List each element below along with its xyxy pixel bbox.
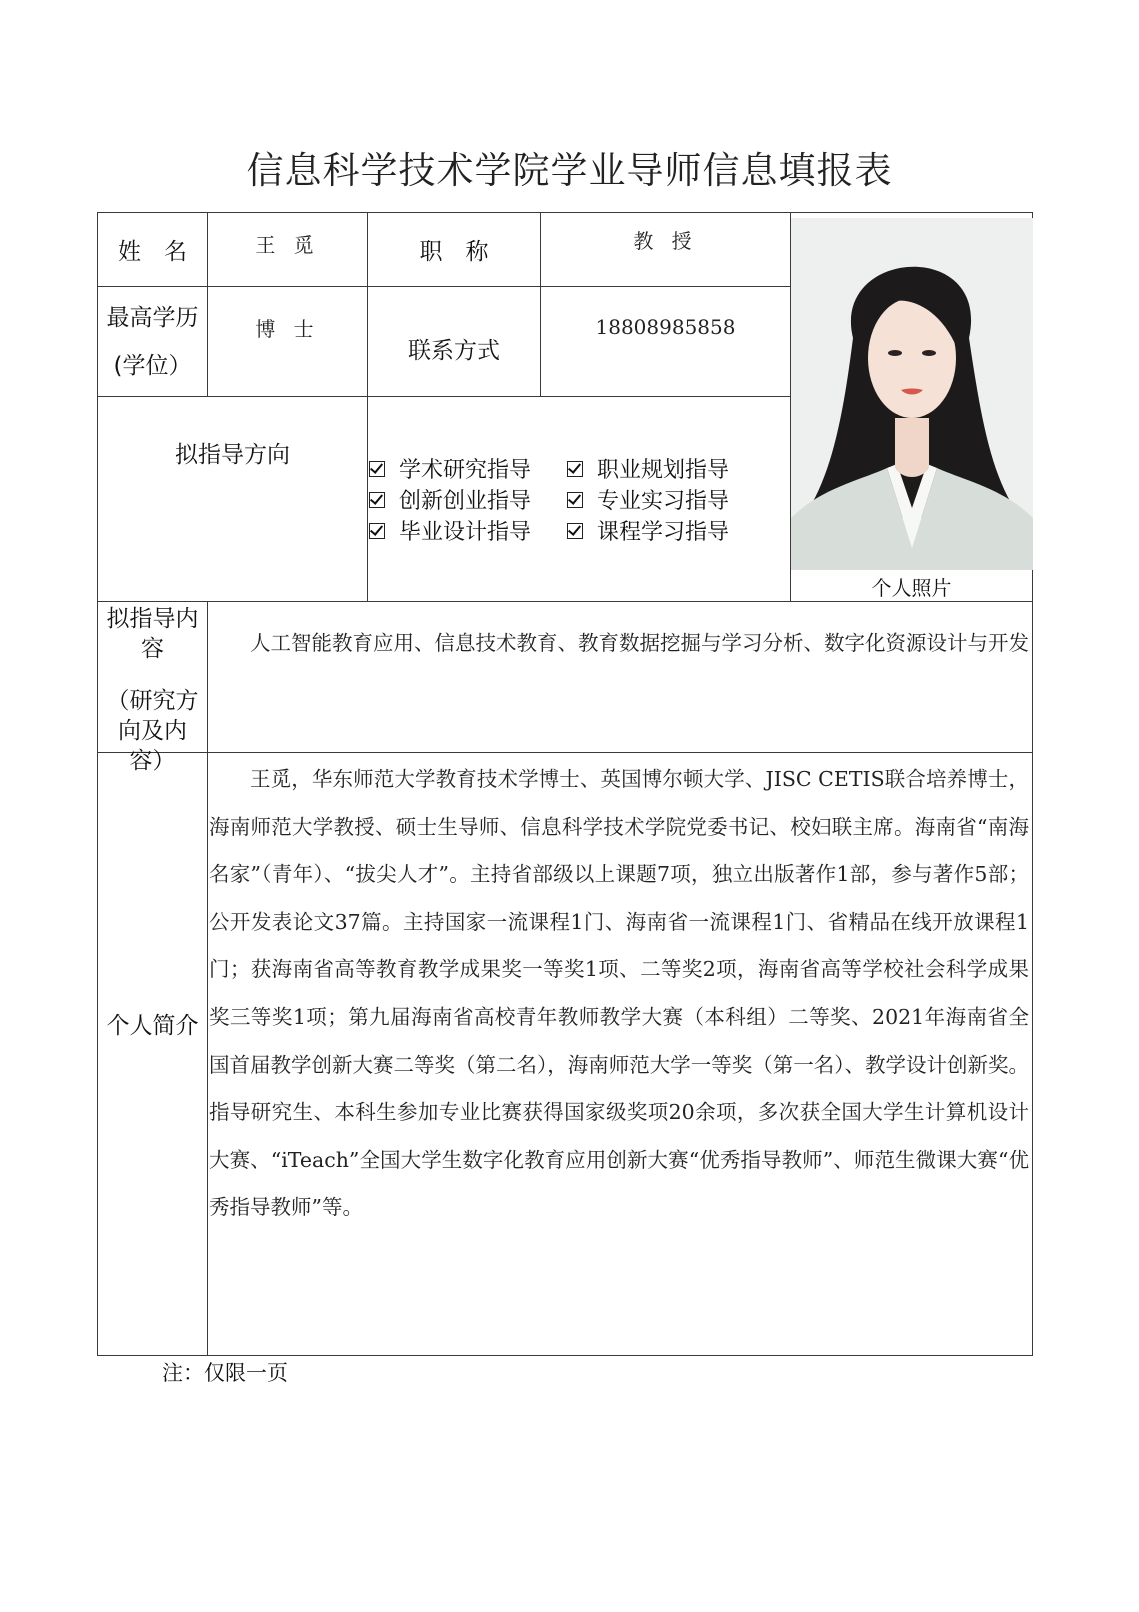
direction-item[interactable]: 毕业设计指导 <box>369 515 567 546</box>
direction-item[interactable]: 学术研究指导 <box>369 453 567 484</box>
name-label: 姓 名 <box>118 239 187 265</box>
name-value: 王 觅 <box>255 232 320 257</box>
checkbox-checked-icon[interactable] <box>567 461 583 477</box>
photo-caption: 个人照片 <box>871 575 952 600</box>
direction-item[interactable]: 创新创业指导 <box>369 484 567 515</box>
checkbox-checked-icon[interactable] <box>369 461 385 477</box>
form-title: 信息科学技术学院学业导师信息填报表 <box>246 149 893 192</box>
content-text: 人工智能教育应用、信息技术教育、教育数据挖掘与学习分析、数字化资源设计与开发 <box>250 631 1029 655</box>
job-title-value: 教 授 <box>633 228 698 253</box>
education-value: 博 士 <box>255 316 320 341</box>
education-label: 最高学历 (学位） <box>106 304 199 379</box>
checkbox-checked-icon[interactable] <box>567 492 583 508</box>
contact-value: 18808985858 <box>595 315 736 339</box>
contact-label: 联系方式 <box>408 337 500 364</box>
direction-item[interactable]: 课程学习指导 <box>567 515 765 546</box>
content-label: 拟指导内容 （研究方向及内容） <box>106 606 199 774</box>
portrait-icon <box>791 218 1033 570</box>
intro-text: 王觅，华东师范大学教育技术学博士、英国博尔顿大学、JISC CETIS联合培养博士，海南师范大学教授、硕士生导师、信息科学技术学院党委书记、校妇联主席。海南省“南海名家”（青年）、“拔尖人才”。主持省部级以上课题7项，独立出版著作1部，参与著作5部；公开发表论文37篇。主持国家一流课程1门、海南省一流课程1门、省精品在线开放课程1门；获海南省高等教育教学成果奖一等奖1项、二等奖2项，海南省高等学校社会科学成果奖三等奖1项；第九届海南省高校青年教师教学大赛（本科组）二等奖、2021年海南省全国首届教学创新大赛二等奖（第二名），海南师范大学一等奖（第一名）、教学设计创新奖。指导研究生、本科生参加专业比赛获得国家级奖项20余项，多次获全国大学生计算机设计大赛、“iTeach”全国大学生数字化教育应用创新大赛“优秀指导教师”、师范生微课大赛“优秀指导教师”等。 <box>209 767 1029 1220</box>
job-title-label: 职 称 <box>419 239 489 265</box>
checkbox-checked-icon[interactable] <box>567 523 583 539</box>
direction-checklist <box>369 453 789 546</box>
checkbox-checked-icon[interactable] <box>369 523 385 539</box>
personal-photo <box>791 218 1033 570</box>
direction-label: 拟指导方向 <box>175 441 290 468</box>
checkbox-checked-icon[interactable] <box>369 492 385 508</box>
footnote: 注：仅限一页 <box>162 1361 288 1385</box>
intro-label: 个人简介 <box>106 1012 199 1039</box>
direction-item[interactable]: 专业实习指导 <box>567 484 765 515</box>
direction-item[interactable]: 职业规划指导 <box>567 453 765 484</box>
